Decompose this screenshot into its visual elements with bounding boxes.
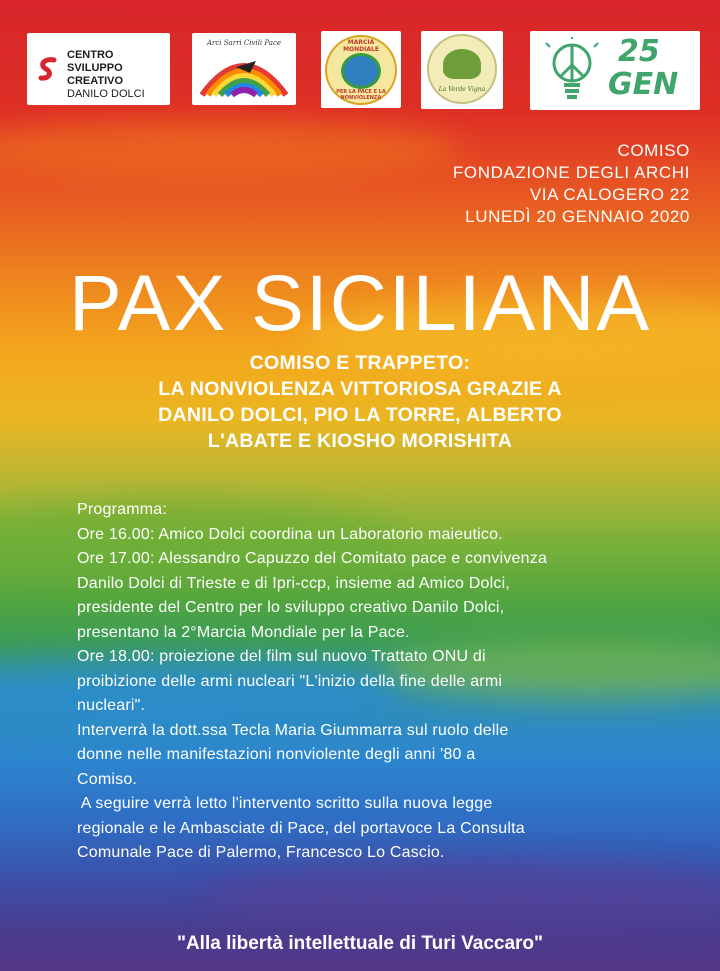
subtitle-line: COMISO E TRAPPETO: <box>249 352 471 374</box>
gen-logo-number: 25 <box>618 34 660 69</box>
program-line: Programma: <box>77 501 168 518</box>
venue-city: COMISO <box>617 141 690 160</box>
program-line: proibizione delle armi nucleari "L'inizio della fine delle armi <box>77 672 503 690</box>
subtitle-line: DANILO DOLCI, PIO LA TORRE, ALBERTO <box>158 404 562 426</box>
poster-title: PAX SICILIANA <box>68 258 652 347</box>
marcia-logo-bottom: PER LA PACE E LA NONVIOLENZA <box>336 89 386 101</box>
program-line: Ore 18.00: proiezione del film sul nuovo Trattato ONU di <box>77 648 486 665</box>
centro-sviluppo-logo <box>27 33 170 105</box>
marcia-mondiale-logo <box>321 31 401 108</box>
program-line: donne nelle manifestazioni nonviolente degli anni '80 a <box>77 746 476 763</box>
event-venue-block <box>453 140 690 228</box>
logo-strip <box>27 31 699 110</box>
cs-logo-line3: DANILO DOLCI <box>67 88 145 100</box>
program-line: Ore 17.00: Alessandro Capuzzo del Comitato pace e convivenza <box>77 550 548 567</box>
venue-place: FONDAZIONE DEGLI ARCHI <box>452 163 690 182</box>
paint-streak <box>200 860 720 930</box>
program-line: Comunale Pace di Palermo, Francesco Lo Cascio. <box>77 844 445 861</box>
program-line: A seguire verrà letto l'intervento scritto sulla nuova legge <box>77 795 493 812</box>
subtitle-line: LA NONVIOLENZA VITTORIOSA GRAZIE A <box>158 378 562 400</box>
program-line: presidente del Centro per lo sviluppo creativo Danilo Dolci, <box>77 599 505 616</box>
verde-vigna-logo <box>421 31 503 109</box>
program-line: presentano la 2°Marcia Mondiale per la Pace. <box>77 623 410 641</box>
subtitle-line: L'ABATE E KIOSHO MORISHITA <box>207 430 513 452</box>
program-line: Comiso. <box>77 770 138 788</box>
gen-logo-word: GEN <box>608 67 679 102</box>
program-line: nucleari". <box>77 697 146 714</box>
cs-logo-line1: CENTRO SVILUPPO <box>67 49 123 74</box>
poster-subtitle <box>60 350 660 454</box>
globe-icon <box>341 53 381 89</box>
peace-lightbulb-icon <box>544 37 604 103</box>
paint-streak <box>0 120 460 180</box>
tree-icon <box>443 49 481 79</box>
program-line: regionale e le Ambasciate di Pace, del portavoce La Consulta <box>77 819 525 837</box>
venue-date: LUNEDÌ 20 GENNAIO 2020 <box>465 207 690 226</box>
verde-logo-text: La Verde Vigna <box>438 86 486 93</box>
marcia-logo-top: MARCIA MONDIALE <box>343 39 379 53</box>
rainbow-dove-icon <box>196 43 292 103</box>
program-text <box>77 498 677 866</box>
program-line: Ore 16.00: Amico Dolci coordina un Laboratorio maieutico. <box>77 525 503 543</box>
program-line: Danilo Dolci di Trieste e di Ipri-ccp, insieme ad Amico Dolci, <box>77 574 511 592</box>
arci-logo-text: Arci Sarri Civili Pace <box>206 39 282 47</box>
program-line: Interverrà la dott.ssa Tecla Maria Giummarra sul ruolo delle <box>77 721 509 739</box>
venue-address: VIA CALOGERO 22 <box>529 185 690 204</box>
arci-rainbow-logo <box>192 33 296 105</box>
dedication-quote: "Alla libertà intellettuale di Turi Vaccaro" <box>176 933 544 954</box>
centro-sviluppo-mark-icon <box>34 55 62 83</box>
cs-logo-line2: CREATIVO <box>67 75 124 87</box>
25-gen-logo <box>530 31 700 110</box>
